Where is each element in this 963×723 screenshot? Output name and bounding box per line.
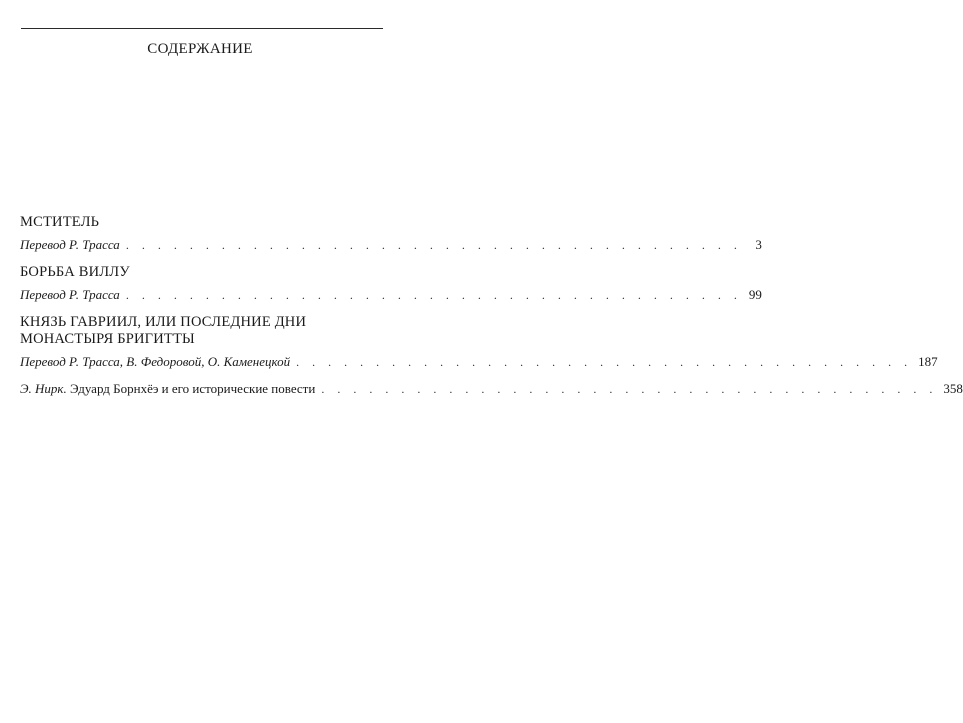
translator-credit: Перевод Р. Трасса, В. Федоровой, О. Каменецкой [20, 354, 291, 369]
work-title: МСТИТЕЛЬ [20, 214, 100, 230]
dot-leader: . . . . . . . . . . . . . . . . . . . . . . . . . . . . . . . . . . . . . . . [125, 288, 742, 302]
work-title-line-2: МОНАСТЫРЯ БРИГИТТЫ [20, 331, 195, 347]
essay-author: Э. Нирк. [20, 381, 67, 396]
dot-leader: . . . . . . . . . . . . . . . . . . . . . . . . . . . . . . . . . . . . . . . [125, 238, 742, 252]
essay-line [20, 381, 315, 397]
toc-entry-borba-villu [20, 264, 762, 303]
top-rule [21, 28, 383, 29]
page-number: 187 [918, 354, 938, 369]
page-title: СОДЕРЖАНИЕ [147, 41, 253, 57]
dot-leader: . . . . . . . . . . . . . . . . . . . . . . . . . . . . . . . . . . . . . . . [296, 355, 913, 369]
toc-entry-mstitel [20, 214, 762, 253]
toc-line [20, 354, 938, 370]
toc-entry-essay [20, 381, 963, 397]
translator-credit: Перевод Р. Трасса [20, 237, 120, 252]
work-title-line-1: КНЯЗЬ ГАВРИИЛ, ИЛИ ПОСЛЕДНИЕ ДНИ [20, 314, 307, 330]
page-number: 99 [748, 287, 762, 302]
work-title: БОРЬБА ВИЛЛУ [20, 264, 130, 280]
toc-line [20, 237, 762, 253]
translator-credit: Перевод Р. Трасса [20, 287, 120, 302]
toc-line [20, 287, 762, 303]
toc-entry-knyaz-gavriil [20, 314, 938, 370]
dot-leader: . . . . . . . . . . . . . . . . . . . . . . . . . . . . . . . . . . . . . . . [321, 382, 938, 396]
page-number: 358 [943, 381, 963, 396]
essay-title: Эдуард Борнхёэ и его исторические повести [69, 381, 316, 396]
table-of-contents [20, 214, 963, 397]
page-number: 3 [755, 237, 762, 252]
